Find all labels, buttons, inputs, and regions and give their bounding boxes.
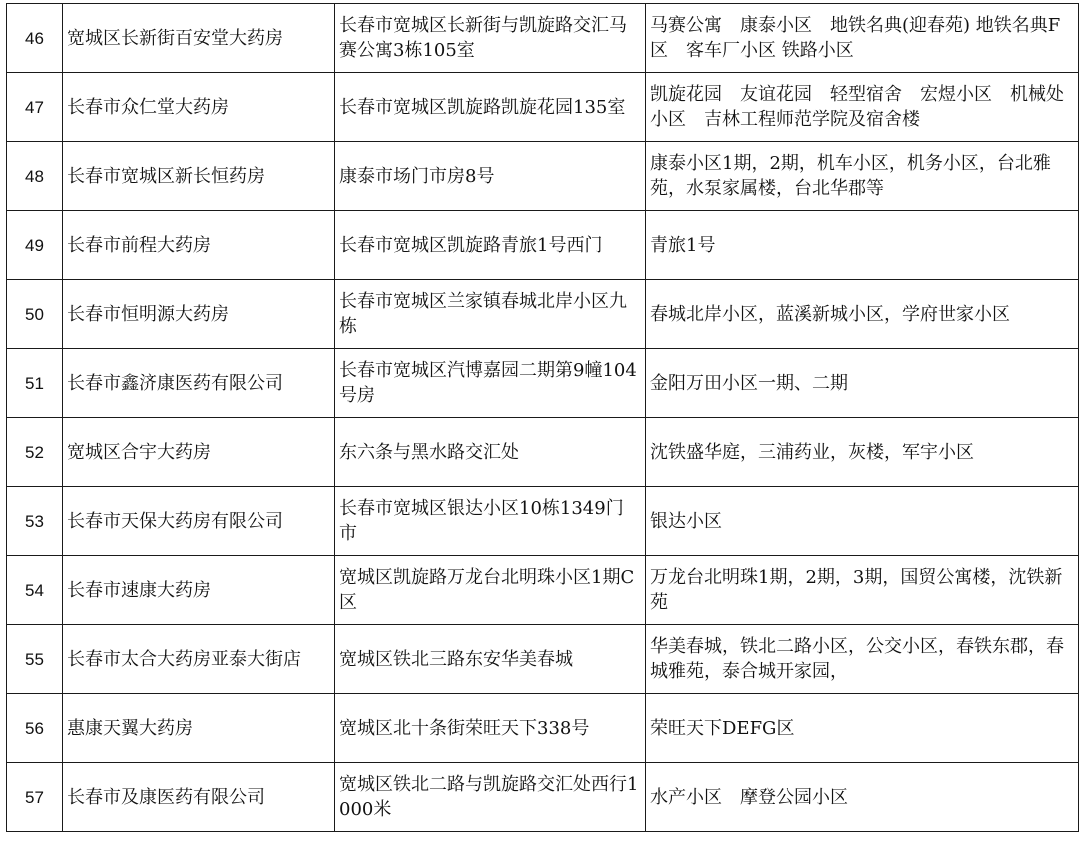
table-row [7, 349, 1079, 418]
pharmacy-address: 宽城区凯旋路万龙台北明珠小区1期C区 [335, 556, 646, 625]
row-number: 55 [7, 625, 63, 694]
table-row [7, 556, 1079, 625]
pharmacy-name: 长春市恒明源大药房 [63, 280, 335, 349]
pharmacy-address: 长春市宽城区长新街与凯旋路交汇马赛公寓3栋105室 [335, 4, 646, 73]
row-number: 57 [7, 763, 63, 832]
service-area: 青旅1号 [646, 211, 1079, 280]
table-body [7, 4, 1079, 832]
table-row [7, 487, 1079, 556]
pharmacy-name: 长春市太合大药房亚泰大街店 [63, 625, 335, 694]
row-number: 48 [7, 142, 63, 211]
service-area: 沈铁盛华庭，三浦药业，灰楼，军宇小区 [646, 418, 1079, 487]
pharmacy-address: 长春市宽城区凯旋路凯旋花园135室 [335, 73, 646, 142]
table-row [7, 142, 1079, 211]
pharmacy-name: 长春市前程大药房 [63, 211, 335, 280]
pharmacy-address: 宽城区铁北二路与凯旋路交汇处西行1000米 [335, 763, 646, 832]
service-area: 康泰小区1期，2期，机车小区，机务小区，台北雅苑，水泵家属楼，台北华郡等 [646, 142, 1079, 211]
service-area: 银达小区 [646, 487, 1079, 556]
pharmacy-address: 康泰市场门市房8号 [335, 142, 646, 211]
row-number: 56 [7, 694, 63, 763]
row-number: 49 [7, 211, 63, 280]
row-number: 47 [7, 73, 63, 142]
row-number: 53 [7, 487, 63, 556]
pharmacy-name: 长春市众仁堂大药房 [63, 73, 335, 142]
pharmacy-name: 惠康天翼大药房 [63, 694, 335, 763]
table-row [7, 625, 1079, 694]
row-number: 54 [7, 556, 63, 625]
pharmacy-name: 宽城区合宇大药房 [63, 418, 335, 487]
table-row [7, 280, 1079, 349]
service-area: 华美春城，铁北二路小区，公交小区，春铁东郡，春城雅苑，泰合城开家园， [646, 625, 1079, 694]
pharmacy-address: 宽城区北十条街荣旺天下338号 [335, 694, 646, 763]
row-number: 52 [7, 418, 63, 487]
pharmacy-address: 长春市宽城区兰家镇春城北岸小区九栋 [335, 280, 646, 349]
pharmacy-name: 长春市宽城区新长恒药房 [63, 142, 335, 211]
pharmacy-name: 长春市速康大药房 [63, 556, 335, 625]
pharmacy-name: 宽城区长新街百安堂大药房 [63, 4, 335, 73]
row-number: 50 [7, 280, 63, 349]
service-area: 金阳万田小区一期、二期 [646, 349, 1079, 418]
pharmacy-address: 长春市宽城区凯旋路青旅1号西门 [335, 211, 646, 280]
table-row [7, 4, 1079, 73]
pharmacy-table [6, 3, 1079, 832]
pharmacy-address: 长春市宽城区银达小区10栋1349门市 [335, 487, 646, 556]
service-area: 荣旺天下DEFG区 [646, 694, 1079, 763]
table-row [7, 418, 1079, 487]
service-area: 马赛公寓 康泰小区 地铁名典(迎春苑) 地铁名典F区 客车厂小区 铁路小区 [646, 4, 1079, 73]
table-row [7, 763, 1079, 832]
service-area: 万龙台北明珠1期，2期，3期，国贸公寓楼，沈铁新苑 [646, 556, 1079, 625]
service-area: 水产小区 摩登公园小区 [646, 763, 1079, 832]
service-area: 春城北岸小区，蓝溪新城小区，学府世家小区 [646, 280, 1079, 349]
pharmacy-address: 长春市宽城区汽博嘉园二期第9幢104号房 [335, 349, 646, 418]
row-number: 51 [7, 349, 63, 418]
pharmacy-name: 长春市天保大药房有限公司 [63, 487, 335, 556]
row-number: 46 [7, 4, 63, 73]
service-area: 凯旋花园 友谊花园 轻型宿舍 宏煜小区 机械处小区 吉林工程师范学院及宿舍楼 [646, 73, 1079, 142]
pharmacy-name: 长春市鑫济康医药有限公司 [63, 349, 335, 418]
table-row [7, 211, 1079, 280]
table-row [7, 73, 1079, 142]
pharmacy-address: 东六条与黑水路交汇处 [335, 418, 646, 487]
pharmacy-name: 长春市及康医药有限公司 [63, 763, 335, 832]
table-row [7, 694, 1079, 763]
pharmacy-address: 宽城区铁北三路东安华美春城 [335, 625, 646, 694]
